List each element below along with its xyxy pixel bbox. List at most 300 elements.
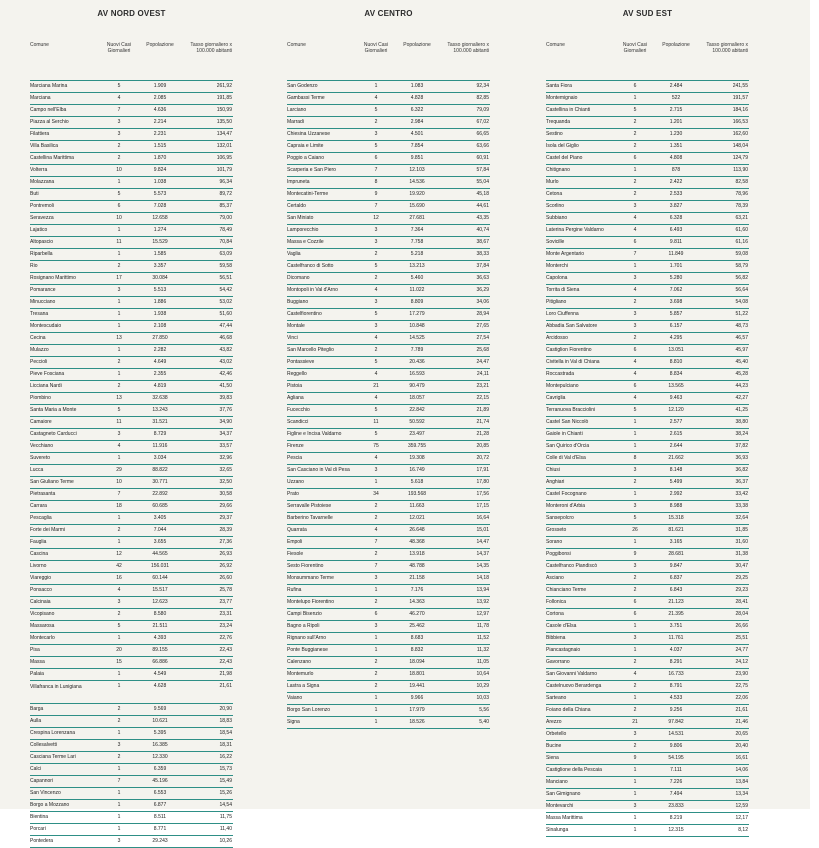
comune-cell: Asciano: [546, 575, 564, 581]
popolazione-cell: 1.701: [669, 263, 683, 269]
tasso-cell: 23,90: [735, 671, 748, 677]
tasso-cell: 36,82: [735, 467, 748, 473]
table-row: [287, 333, 490, 345]
popolazione-cell: 5.618: [410, 479, 424, 485]
nuovi-casi-cell: 18: [116, 503, 122, 509]
tasso-cell: 41,25: [735, 407, 748, 413]
table-row: [30, 537, 233, 549]
nuovi-casi-cell: 5: [374, 311, 378, 317]
comune-cell: Follonica: [546, 599, 567, 605]
nuovi-casi-cell: 3: [633, 467, 637, 473]
comune-cell: Loro Ciuffenna: [546, 311, 579, 317]
popolazione-cell: 5.218: [410, 251, 424, 257]
comune-cell: Castel del Piano: [546, 155, 583, 161]
nuovi-casi-cell: 1: [117, 323, 121, 329]
popolazione-cell: 9.966: [410, 695, 424, 701]
tasso-cell: 14,37: [476, 551, 489, 557]
table-row: [30, 740, 233, 752]
comune-cell: Campo nell'Elba: [30, 107, 67, 113]
tasso-cell: 38,80: [735, 419, 748, 425]
popolazione-cell: 14.536: [409, 179, 425, 185]
table-row: [287, 453, 490, 465]
popolazione-cell: 5.460: [410, 275, 424, 281]
comune-cell: Camaiore: [30, 419, 52, 425]
nuovi-casi-cell: 7: [374, 167, 378, 173]
table-row: [546, 777, 749, 789]
nuovi-casi-cell: 12: [116, 551, 122, 557]
popolazione-cell: 4.393: [153, 635, 167, 641]
tasso-cell: 18,83: [219, 718, 232, 724]
comune-cell: San Vincenzo: [30, 790, 61, 796]
table-row: [546, 369, 749, 381]
comune-cell: Pieve Fosciana: [30, 371, 65, 377]
popolazione-cell: 18.057: [409, 395, 425, 401]
comune-cell: Santa Maria a Monte: [30, 407, 77, 413]
table-row: [546, 273, 749, 285]
table-row: [287, 105, 490, 117]
table-row: [287, 693, 490, 705]
nuovi-casi-cell: 4: [374, 527, 378, 533]
tasso-cell: 26,66: [735, 623, 748, 629]
comune-cell: Santa Fiora: [546, 83, 572, 89]
popolazione-cell: 193.568: [407, 491, 427, 497]
comune-cell: Chitignano: [546, 167, 570, 173]
comune-cell: San Marcello Piteglio: [287, 347, 334, 353]
nuovi-casi-cell: 1: [117, 802, 121, 808]
tasso-cell: 56,51: [219, 275, 232, 281]
table-row: [546, 417, 749, 429]
popolazione-cell: 1.274: [153, 227, 167, 233]
comune-cell: Montecarlo: [30, 635, 55, 641]
nuovi-casi-cell: 6: [633, 239, 637, 245]
table-row: [30, 249, 233, 261]
popolazione-cell: 4.037: [669, 647, 683, 653]
popolazione-cell: 10.621: [152, 718, 168, 724]
tasso-cell: 79,00: [219, 215, 232, 221]
tasso-cell: 27,36: [219, 539, 232, 545]
nuovi-casi-cell: 3: [633, 731, 637, 737]
popolazione-cell: 1.870: [153, 155, 167, 161]
table-row: [287, 489, 490, 501]
comune-cell: Sinalunga: [546, 827, 569, 833]
comune-cell: Isola del Giglio: [546, 143, 579, 149]
popolazione-cell: 5.573: [153, 191, 167, 197]
comune-cell: Castelnuovo Berardenga: [546, 683, 602, 689]
table-row: [287, 681, 490, 693]
comune-cell: Terranuova Bracciolini: [546, 407, 596, 413]
popolazione-cell: 27.681: [409, 215, 425, 221]
table-header: [30, 24, 233, 81]
comune-cell: Cetona: [546, 191, 563, 197]
tasso-cell: 31,85: [735, 527, 748, 533]
table-row: [546, 333, 749, 345]
popolazione-cell: 17.979: [409, 707, 425, 713]
popolazione-cell: 20.436: [409, 359, 425, 365]
comune-cell: Sorano: [546, 539, 563, 545]
comune-cell: Livorno: [30, 563, 47, 569]
nuovi-casi-cell: 1: [633, 647, 637, 653]
table-row: [287, 321, 490, 333]
tasso-cell: 28,39: [219, 527, 232, 533]
nuovi-casi-cell: 2: [374, 683, 378, 689]
popolazione-cell: 7.044: [153, 527, 167, 533]
header-comune: Comune: [546, 42, 565, 48]
tasso-cell: 30,58: [219, 491, 232, 497]
tasso-cell: 92,34: [476, 83, 489, 89]
header-comune: Comune: [30, 42, 49, 48]
tasso-cell: 124,79: [732, 155, 748, 161]
table-row: [30, 824, 233, 836]
tasso-cell: 10,64: [476, 671, 489, 677]
comune-cell: Viareggio: [30, 575, 52, 581]
nuovi-casi-cell: 1: [374, 83, 378, 89]
popolazione-cell: 5.395: [153, 730, 167, 736]
table-row: [546, 81, 749, 93]
comune-cell: Figline e Incisa Valdarno: [287, 431, 342, 437]
tasso-cell: 36,63: [476, 275, 489, 281]
popolazione-cell: 54.195: [668, 755, 684, 761]
comune-cell: San Casciano in Val di Pesa: [287, 467, 350, 473]
table-row: [546, 729, 749, 741]
comune-cell: Orbetello: [546, 731, 567, 737]
tasso-cell: 22,06: [735, 695, 748, 701]
tasso-cell: 14,35: [476, 563, 489, 569]
popolazione-cell: 13.565: [668, 383, 684, 389]
tasso-cell: 59,08: [735, 251, 748, 257]
comune-cell: Castellina in Chianti: [546, 107, 591, 113]
table-row: [30, 609, 233, 621]
comune-cell: Castelfranco Piandiscò: [546, 563, 598, 569]
popolazione-cell: 8.791: [669, 683, 683, 689]
popolazione-cell: 8.988: [669, 503, 683, 509]
popolazione-cell: 7.494: [669, 791, 683, 797]
tasso-cell: 78,96: [735, 191, 748, 197]
tasso-cell: 37,82: [735, 443, 748, 449]
nuovi-casi-cell: 4: [117, 587, 121, 593]
popolazione-cell: 14.531: [668, 731, 684, 737]
tasso-cell: 17,56: [476, 491, 489, 497]
table-row: [30, 273, 233, 285]
nuovi-casi-cell: 1: [117, 299, 121, 305]
popolazione-cell: 13.918: [409, 551, 425, 557]
nuovi-casi-cell: 1: [633, 767, 637, 773]
comune-cell: Dicomano: [287, 275, 310, 281]
table-row: [287, 621, 490, 633]
comune-cell: Arezzo: [546, 719, 562, 725]
nuovi-casi-cell: 2: [374, 671, 378, 677]
popolazione-cell: 10.848: [409, 323, 425, 329]
comune-cell: Mulazzo: [30, 347, 49, 353]
popolazione-cell: 1.515: [153, 143, 167, 149]
comune-cell: Pescia: [287, 455, 303, 461]
tasso-cell: 57,84: [476, 167, 489, 173]
table-row: [287, 357, 490, 369]
popolazione-cell: 7.226: [669, 779, 683, 785]
nuovi-casi-cell: 3: [633, 635, 637, 641]
table-row: [546, 717, 749, 729]
tasso-cell: 14,54: [219, 802, 232, 808]
tasso-cell: 61,60: [735, 227, 748, 233]
table-row: [287, 609, 490, 621]
tasso-cell: 36,29: [476, 287, 489, 293]
comune-cell: Crespina Lorenzana: [30, 730, 76, 736]
nuovi-casi-cell: 2: [374, 251, 378, 257]
nuovi-casi-cell: 5: [374, 263, 378, 269]
tasso-cell: 85,37: [219, 203, 232, 209]
comune-cell: Bibbiena: [546, 635, 566, 641]
comune-cell: Rio: [30, 263, 38, 269]
popolazione-cell: 27.850: [152, 335, 168, 341]
nuovi-casi-cell: 21: [632, 719, 638, 725]
table-row: [30, 441, 233, 453]
nuovi-casi-cell: 3: [374, 227, 378, 233]
comune-cell: Vaiano: [287, 695, 303, 701]
popolazione-cell: 9.569: [153, 706, 167, 712]
table-row: [287, 249, 490, 261]
table-row: [287, 237, 490, 249]
table-row: [546, 189, 749, 201]
table-row: [30, 153, 233, 165]
popolazione-cell: 4.828: [410, 95, 424, 101]
nuovi-casi-cell: 3: [633, 323, 637, 329]
table-row: [287, 657, 490, 669]
popolazione-cell: 11.761: [668, 635, 684, 641]
tasso-cell: 78,39: [735, 203, 748, 209]
table-row: [546, 609, 749, 621]
nuovi-casi-cell: 1: [117, 635, 121, 641]
nuovi-casi-cell: 1: [117, 347, 121, 353]
tasso-cell: 16,61: [735, 755, 748, 761]
comune-cell: Massa: [30, 659, 45, 665]
nuovi-casi-cell: 26: [632, 527, 638, 533]
comune-cell: Pontassieve: [287, 359, 315, 365]
header-popolazione: Popolazione: [146, 42, 174, 48]
table-row: [546, 585, 749, 597]
tasso-cell: 29,25: [735, 575, 748, 581]
table-row: [30, 477, 233, 489]
popolazione-cell: 5.499: [669, 479, 683, 485]
tasso-cell: 34,06: [476, 299, 489, 305]
comune-cell: San Godenzo: [287, 83, 318, 89]
nuovi-casi-cell: 1: [633, 419, 637, 425]
header-nuovi-casi: Nuovi Casi Giornalieri: [622, 42, 648, 54]
tasso-cell: 22,43: [219, 647, 232, 653]
popolazione-cell: 8.148: [669, 467, 683, 473]
tasso-cell: 12,59: [735, 803, 748, 809]
popolazione-cell: 1.038: [153, 179, 167, 185]
nuovi-casi-cell: 10: [116, 167, 122, 173]
popolazione-cell: 4.549: [153, 671, 167, 677]
tasso-cell: 26,92: [219, 563, 232, 569]
nuovi-casi-cell: 6: [374, 611, 378, 617]
table-row: [546, 561, 749, 573]
tasso-cell: 47,44: [219, 323, 232, 329]
table-row: [30, 549, 233, 561]
table-row: [287, 81, 490, 93]
comune-cell: Piazza al Serchio: [30, 119, 69, 125]
tasso-cell: 150,99: [216, 107, 232, 113]
comune-cell: Monte Argentario: [546, 251, 585, 257]
tasso-cell: 26,60: [219, 575, 232, 581]
comune-cell: Fauglia: [30, 539, 47, 545]
table-row: [287, 585, 490, 597]
table-row: [287, 117, 490, 129]
popolazione-cell: 3.698: [669, 299, 683, 305]
table-row: [287, 201, 490, 213]
nuovi-casi-cell: 7: [374, 539, 378, 545]
table-row: [287, 273, 490, 285]
popolazione-cell: 9.811: [669, 239, 683, 245]
nuovi-casi-cell: 10: [116, 479, 122, 485]
popolazione-cell: 12.623: [152, 599, 168, 605]
table-row: [287, 261, 490, 273]
nuovi-casi-cell: 1: [633, 623, 637, 629]
comune-cell: Montescudaio: [30, 323, 62, 329]
nuovi-casi-cell: 3: [374, 623, 378, 629]
table-row: [287, 393, 490, 405]
table-row: [287, 501, 490, 513]
tasso-cell: 10,03: [476, 695, 489, 701]
nuovi-casi-cell: 3: [117, 742, 121, 748]
table-row: [30, 381, 233, 393]
comune-cell: Pescaglia: [30, 515, 52, 521]
nuovi-casi-cell: 2: [374, 275, 378, 281]
tasso-cell: 21,61: [219, 683, 232, 689]
table-header: [546, 24, 749, 81]
tasso-cell: 135,50: [216, 119, 232, 125]
nuovi-casi-cell: 2: [374, 515, 378, 521]
tasso-cell: 8,12: [738, 827, 748, 833]
tasso-cell: 44,23: [735, 383, 748, 389]
comune-cell: Roccastrada: [546, 371, 575, 377]
comune-cell: Fucecchio: [287, 407, 310, 413]
nuovi-casi-cell: 7: [633, 251, 637, 257]
table-row: [30, 189, 233, 201]
table-row: [30, 225, 233, 237]
popolazione-cell: 16.749: [409, 467, 425, 473]
comune-cell: Lastra a Signa: [287, 683, 320, 689]
table-row: [30, 309, 233, 321]
comune-cell: Molazzana: [30, 179, 55, 185]
tasso-cell: 29,23: [735, 587, 748, 593]
nuovi-casi-cell: 11: [116, 419, 122, 425]
tasso-cell: 14,18: [476, 575, 489, 581]
nuovi-casi-cell: 3: [117, 599, 121, 605]
nuovi-casi-cell: 1: [633, 815, 637, 821]
tasso-cell: 28,94: [476, 311, 489, 317]
nuovi-casi-cell: 1: [633, 167, 637, 173]
tasso-cell: 60,91: [476, 155, 489, 161]
nuovi-casi-cell: 29: [116, 467, 122, 473]
comune-cell: Forte dei Marmi: [30, 527, 66, 533]
popolazione-cell: 16.733: [668, 671, 684, 677]
table-row: [30, 357, 233, 369]
comune-cell: Campi Bisenzio: [287, 611, 322, 617]
nuovi-casi-cell: 3: [633, 803, 637, 809]
table-row: [30, 585, 233, 597]
nuovi-casi-cell: 1: [117, 179, 121, 185]
tasso-cell: 42,27: [735, 395, 748, 401]
nuovi-casi-cell: 1: [374, 587, 378, 593]
nuovi-casi-cell: 8: [374, 179, 378, 185]
nuovi-casi-cell: 3: [117, 431, 121, 437]
nuovi-casi-cell: 2: [117, 611, 121, 617]
popolazione-cell: 8.219: [669, 815, 683, 821]
comune-cell: Piancastagnaio: [546, 647, 581, 653]
popolazione-cell: 2.533: [669, 191, 683, 197]
comune-cell: Serravalle Pistoiese: [287, 503, 332, 509]
popolazione-cell: 46.270: [409, 611, 425, 617]
table-row: [287, 597, 490, 609]
nuovi-casi-cell: 1: [117, 814, 121, 820]
popolazione-cell: 90.479: [409, 383, 425, 389]
tasso-cell: 10,26: [219, 838, 232, 844]
header-nuovi-casi: Nuovi Casi Giornalieri: [106, 42, 132, 54]
nuovi-casi-cell: 1: [633, 539, 637, 545]
nuovi-casi-cell: 1: [633, 791, 637, 797]
tasso-cell: 166,53: [732, 119, 748, 125]
comune-cell: Calcinaia: [30, 599, 51, 605]
popolazione-cell: 28.681: [668, 551, 684, 557]
tasso-cell: 13,92: [476, 599, 489, 605]
nuovi-casi-cell: 6: [633, 347, 637, 353]
tasso-cell: 41,50: [219, 383, 232, 389]
popolazione-cell: 9.847: [669, 563, 683, 569]
table-row: [30, 513, 233, 525]
table-row: [30, 788, 233, 800]
nuovi-casi-cell: 1: [633, 827, 637, 833]
table-row: [546, 405, 749, 417]
comune-cell: Pistoia: [287, 383, 303, 389]
nuovi-casi-cell: 3: [633, 275, 637, 281]
column-title: AV NORD OVEST: [97, 9, 166, 18]
comune-cell: Filattiera: [30, 131, 50, 137]
tasso-cell: 79,09: [476, 107, 489, 113]
popolazione-cell: 13.051: [668, 347, 684, 353]
tasso-cell: 33,42: [735, 491, 748, 497]
popolazione-cell: 6.553: [153, 790, 167, 796]
comune-cell: Scarperia e San Piero: [287, 167, 336, 173]
table-row: [287, 549, 490, 561]
nuovi-casi-cell: 1: [117, 790, 121, 796]
popolazione-cell: 156.031: [150, 563, 170, 569]
comune-cell: Capraia e Limite: [287, 143, 324, 149]
table-row: [30, 177, 233, 189]
comune-cell: Castelfranco di Sotto: [287, 263, 334, 269]
popolazione-cell: 3.405: [153, 515, 167, 521]
tasso-cell: 58,79: [735, 263, 748, 269]
table-row: [30, 333, 233, 345]
nuovi-casi-cell: 1: [117, 227, 121, 233]
table-row: [287, 225, 490, 237]
popolazione-cell: 8.834: [669, 371, 683, 377]
tasso-cell: 63,21: [735, 215, 748, 221]
table-row: [287, 297, 490, 309]
table-row: [546, 525, 749, 537]
table-row: [546, 441, 749, 453]
table-row: [546, 813, 749, 825]
table-header: [287, 24, 490, 81]
tasso-cell: 20,65: [735, 731, 748, 737]
tasso-cell: 191,85: [216, 95, 232, 101]
comune-cell: Peccioli: [30, 359, 48, 365]
popolazione-cell: 23.497: [409, 431, 425, 437]
tasso-cell: 21,28: [476, 431, 489, 437]
header-tasso: Tasso giornaliero x 100.000 abitanti: [447, 42, 489, 54]
nuovi-casi-cell: 2: [633, 743, 637, 749]
nuovi-casi-cell: 5: [117, 623, 121, 629]
popolazione-cell: 9.824: [153, 167, 167, 173]
